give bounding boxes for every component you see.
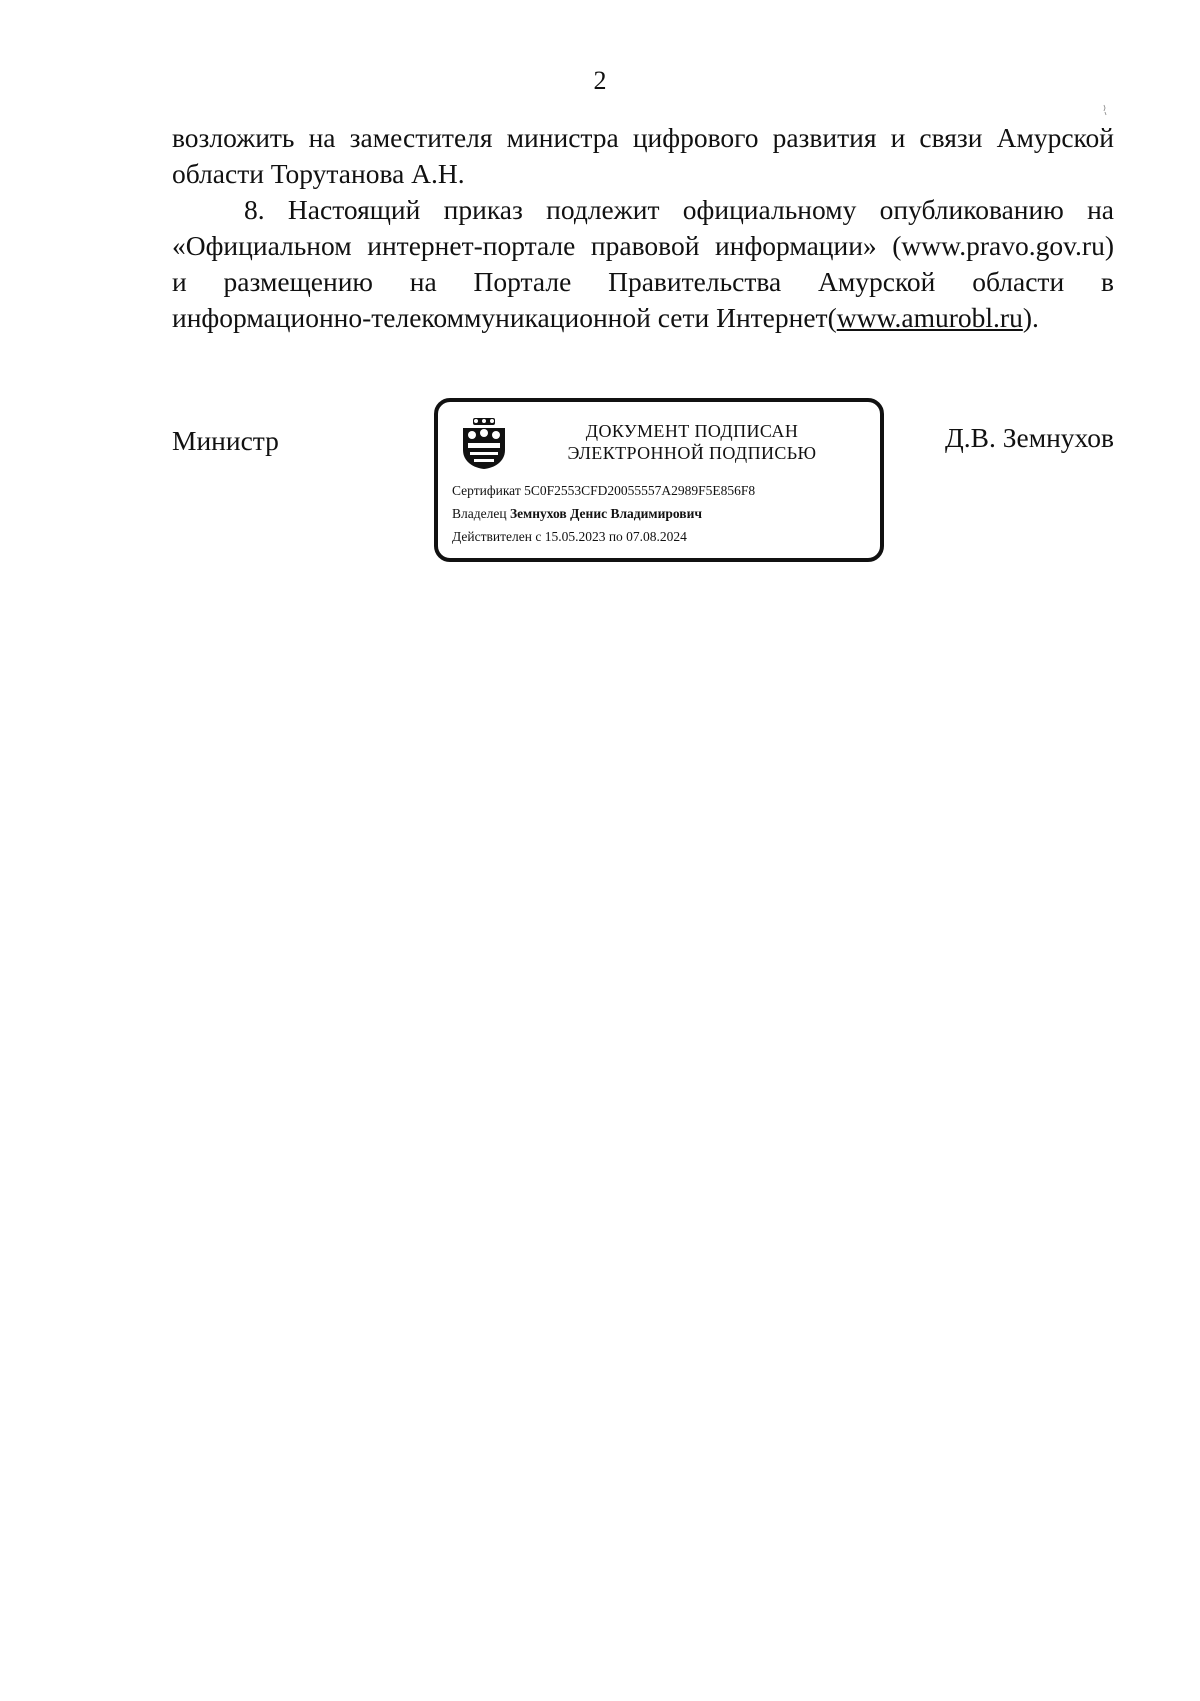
stamp-heading-line-2: ЭЛЕКТРОННОЙ ПОДПИСЬЮ	[567, 443, 817, 463]
stamp-owner-row	[452, 502, 872, 525]
certificate-value: 5C0F2553CFD20055557A2989F5E856F8	[524, 483, 756, 498]
paragraph-8-prefix: информационно-телекоммуникационной сети Интернет(	[172, 302, 837, 333]
coat-of-arms-icon	[460, 416, 508, 470]
owner-value: Земнухов Денис Владимирович	[509, 506, 702, 521]
signer-name: Д.В. Земнухов	[944, 422, 1114, 453]
signer-title: Министр	[172, 425, 279, 456]
owner-label: Владелец	[452, 506, 507, 521]
paragraph-8-line-1: 8. Настоящий приказ подлежит официальному опубликованию на	[244, 194, 1114, 225]
paragraph-8-line-3: и размещению на Портале Правительства Амурской области в	[172, 266, 1114, 297]
stamp-details	[452, 479, 872, 548]
stamp-heading	[518, 420, 866, 464]
valid-to-label: по	[608, 529, 623, 544]
valid-label: Действителен	[452, 529, 532, 544]
paragraph-7-continuation: возложить на заместителя министра цифрового развития и связи Амурской области Торутанова А.Н.	[172, 122, 1114, 189]
scan-speck-icon	[1102, 104, 1108, 116]
paragraph-8-suffix: ).	[1022, 302, 1039, 333]
stamp-heading-line-1: ДОКУМЕНТ ПОДПИСАН	[585, 421, 799, 441]
amurobl-link[interactable]: www.amurobl.ru	[836, 302, 1023, 333]
page-number: 2	[593, 66, 607, 95]
stamp-certificate-row	[452, 479, 872, 502]
valid-from-label: с	[535, 529, 542, 544]
valid-to-date: 07.08.2024	[626, 529, 687, 544]
paragraph-8-line-2: «Официальном интернет-портале правовой информации» (www.pravo.gov.ru)	[172, 230, 1114, 261]
order-body-text	[172, 120, 1114, 336]
valid-from-date: 15.05.2023	[544, 529, 606, 544]
paragraph-8-line-4	[172, 300, 1114, 336]
electronic-signature-stamp	[434, 398, 884, 562]
stamp-validity-row	[452, 525, 872, 548]
certificate-label: Сертификат	[452, 483, 521, 498]
